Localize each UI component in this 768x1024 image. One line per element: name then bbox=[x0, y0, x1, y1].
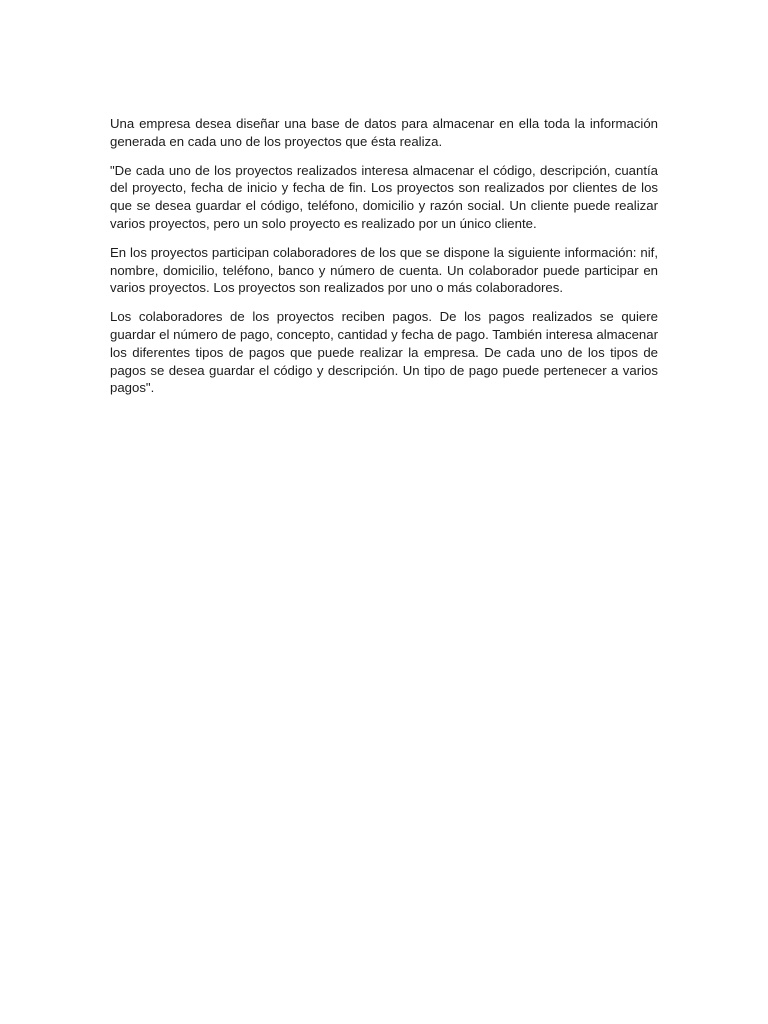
paragraph-projects: "De cada uno de los proyectos realizados interesa almacenar el código, descripción, cuantía del proyecto, fecha de inicio y fecha de fin. Los proyectos son realizados por clientes de los que se desea guardar el código, teléfono, domicilio y razón social. Un cliente puede realizar varios proyectos, pero un solo proyecto es realizado por un único cliente. bbox=[110, 162, 658, 231]
document-body bbox=[110, 115, 658, 408]
paragraph-payments: Los colaboradores de los proyectos reciben pagos. De los pagos realizados se quiere guardar el número de pago, concepto, cantidad y fecha de pago. También interesa almacenar los diferentes tipos de pagos que puede realizar la empresa. De cada uno de los tipos de pagos se desea guardar el código y descripción. Un tipo de pago puede pertenecer a varios pagos". bbox=[110, 309, 658, 396]
paragraph-collaborators: En los proyectos participan colaboradores de los que se dispone la siguiente información: nif, nombre, domicilio, teléfono, banco y número de cuenta. Un colaborador puede participar en varios proyectos. Los proyectos son realizados por uno o más colaboradores. bbox=[110, 244, 658, 296]
paragraph-intro: Una empresa desea diseñar una base de datos para almacenar en ella toda la información generada en cada uno de los proyectos que ésta realiza. bbox=[110, 116, 658, 149]
